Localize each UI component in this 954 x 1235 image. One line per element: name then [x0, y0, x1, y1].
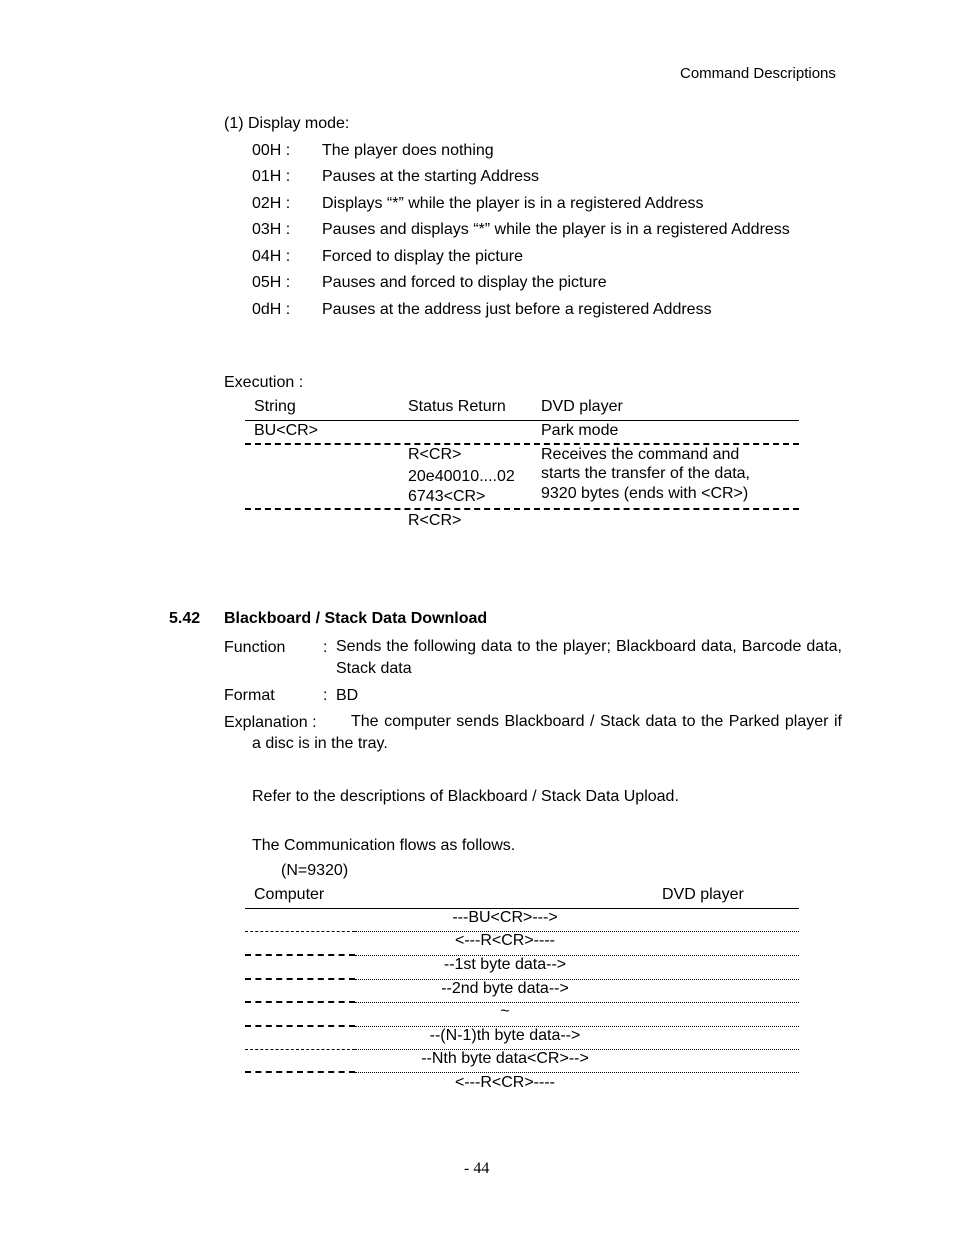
- flow-separator: [245, 1071, 355, 1073]
- mode-description: Forced to display the picture: [322, 248, 523, 265]
- explanation-label: Explanation :: [224, 714, 317, 731]
- mode-code: 04H :: [252, 248, 291, 265]
- row1-string: BU<CR>: [254, 422, 319, 439]
- flow-step: --1st byte data-->: [443, 956, 567, 973]
- flow-step: ~: [500, 1003, 510, 1020]
- format-colon: :: [323, 687, 328, 704]
- row2-status-line: R<CR>: [408, 446, 462, 463]
- flow-step: <---R<CR>----: [455, 932, 555, 949]
- row2-status-line: 20e40010....02: [408, 468, 515, 485]
- flow-step: --Nth byte data<CR>-->: [421, 1050, 589, 1067]
- flow-separator: [245, 931, 355, 932]
- flow-step: --2nd byte data-->: [441, 980, 569, 997]
- row2-player-line: 9320 bytes (ends with <CR>): [541, 485, 749, 502]
- flow-step: --(N-1)th byte data-->: [429, 1027, 581, 1044]
- flow-separator: [245, 978, 355, 980]
- mode-code: 05H :: [252, 274, 291, 291]
- function-label: Function: [224, 639, 286, 656]
- table-header-rule: [245, 420, 799, 421]
- function-colon: :: [323, 639, 328, 656]
- row-separator: [245, 508, 799, 510]
- format-value: BD: [336, 687, 359, 704]
- mode-description: The player does nothing: [322, 142, 494, 159]
- flow-step: <---R<CR>----: [455, 1074, 555, 1091]
- mode-code: 00H :: [252, 142, 291, 159]
- row1-player: Park mode: [541, 422, 619, 439]
- flow-intro: The Communication flows as follows.: [252, 837, 516, 854]
- row2-player-line: Receives the command and: [541, 446, 740, 463]
- mode-description: Pauses at the address just before a registered Address: [322, 301, 712, 318]
- flow-separator: [355, 1072, 799, 1073]
- page-number: - 44: [464, 1160, 490, 1177]
- mode-description: Pauses and displays “*” while the player is in a registered Address: [322, 221, 790, 238]
- execution-label: Execution :: [224, 374, 304, 391]
- function-text: Sends the following data to the player; Blackboard data, Barcode data, Stack data: [336, 638, 842, 677]
- mode-code: 03H :: [252, 221, 291, 238]
- mode-code: 02H :: [252, 195, 291, 212]
- explanation-text: The computer sends Blackboard / Stack data to the Parked player if a disc is in the tray.: [252, 713, 842, 752]
- mode-description: Pauses and forced to display the picture: [322, 274, 607, 291]
- section-title: Blackboard / Stack Data Download: [224, 610, 488, 627]
- flow-separator: [245, 1025, 355, 1027]
- flow-right-header: DVD player: [662, 886, 744, 903]
- mode-description: Displays “*” while the player is in a registered Address: [322, 195, 704, 212]
- mode-code: 01H :: [252, 168, 291, 185]
- running-header: Command Descriptions: [680, 65, 836, 82]
- refer-text: Refer to the descriptions of Blackboard / Stack Data Upload.: [252, 788, 679, 805]
- col-header-player: DVD player: [541, 398, 623, 415]
- row3-status: R<CR>: [408, 512, 462, 529]
- flow-separator: [245, 954, 355, 956]
- row2-player-line: starts the transfer of the data,: [541, 465, 750, 482]
- flow-left-header: Computer: [254, 886, 325, 903]
- format-label: Format: [224, 687, 275, 704]
- flow-separator: [245, 1001, 355, 1003]
- n-value: (N=9320): [281, 862, 349, 879]
- mode-description: Pauses at the starting Address: [322, 168, 540, 185]
- mode-code: 0dH :: [252, 301, 291, 318]
- row2-status-line: 6743<CR>: [408, 488, 486, 505]
- section-number: 5.42: [169, 610, 201, 627]
- col-header-string: String: [254, 398, 296, 415]
- col-header-status: Status Return: [408, 398, 506, 415]
- display-mode-heading: (1) Display mode:: [224, 115, 350, 132]
- flow-separator: [245, 1049, 355, 1050]
- flow-step: ---BU<CR>--->: [452, 909, 558, 926]
